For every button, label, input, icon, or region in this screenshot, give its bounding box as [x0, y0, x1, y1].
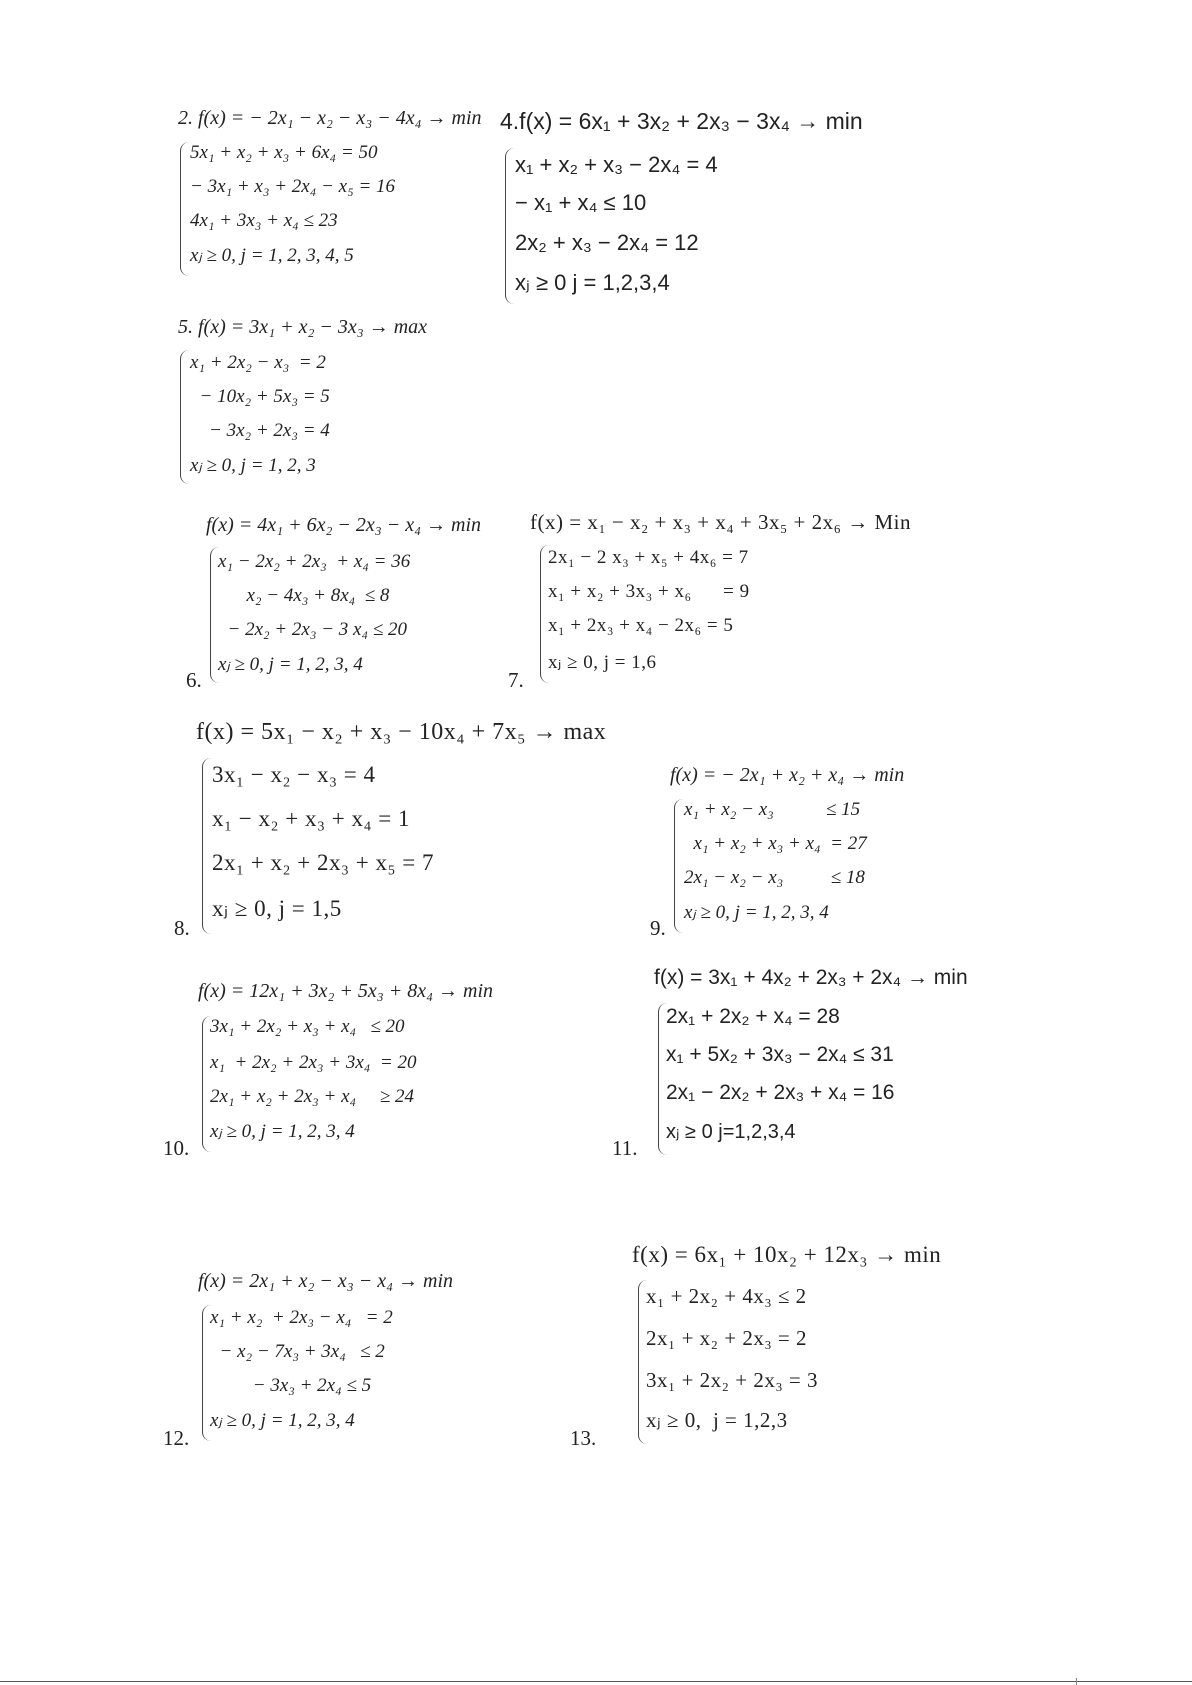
constraint-system: [180, 350, 440, 484]
constraint-row: x₁ + x₂ − x₃ ≤ 15: [684, 799, 861, 820]
constraint-row: 2x₁ − x₂ − x₃ ≤ 18: [684, 867, 865, 888]
problem-number: 10.: [163, 1136, 190, 1160]
constraint-row: − 10x₂ + 5x₃ = 5: [190, 386, 330, 407]
problem-objective: 2. f(x) = − 2x₁ − x₂ − x₃ − 4x₄ → min: [178, 107, 482, 129]
constraint-row: x₁ − x₂ + x₃ + x₄ = 1: [212, 806, 410, 831]
constraint-system: [180, 142, 480, 276]
constraint-system: [638, 1280, 958, 1444]
problem-objective: f(x) = 2x₁ + x₂ − x₃ − x₄ → min: [198, 1270, 454, 1292]
constraint-row: − 3x₁ + x₃ + 2x₄ − x₅ = 16: [190, 176, 396, 197]
constraint-row: x₁ + x₂ + x₃ − 2x₄ = 4: [515, 152, 718, 177]
problem-number: 8.: [174, 916, 190, 940]
constraint-row: − 3x₂ + 2x₃ = 4: [190, 420, 330, 441]
constraint-row: 2x₁ + 2x₂ + x₄ = 28: [666, 1005, 840, 1028]
constraint-row: x₁ + x₂ + 3x₃ + x₆ = 9: [548, 581, 750, 602]
constraint-row: xⱼ ≥ 0, j = 1,2,3: [646, 1408, 788, 1432]
constraint-row: x₁ + 2x₂ + 2x₃ + 3x₄ = 20: [210, 1052, 417, 1073]
constraint-row: xⱼ ≥ 0, j = 1, 2, 3, 4, 5: [190, 245, 354, 266]
constraint-system: [202, 758, 622, 934]
constraint-system: [674, 799, 974, 933]
constraint-row: xⱼ ≥ 0 j = 1,2,3,4: [515, 270, 670, 295]
constraint-row: 2x₁ − 2 x₃ + x₅ + 4x₆ = 7: [548, 547, 749, 568]
left-brace: [505, 148, 514, 304]
problem-number: 11.: [612, 1136, 638, 1160]
constraint-row: x₁ + 5x₂ + 3x₃ − 2x₄ ≤ 31: [666, 1043, 894, 1066]
constraint-row: 3x₁ + 2x₂ + 2x₃ = 3: [646, 1368, 818, 1392]
constraint-system: [658, 1003, 988, 1155]
constraint-row: − x₁ + x₄ ≤ 10: [515, 190, 647, 215]
constraint-row: 2x₁ + x₂ + 2x₃ + x₅ = 7: [212, 850, 434, 875]
constraint-system: [505, 148, 865, 304]
constraint-row: xⱼ ≥ 0, j = 1, 2, 3: [190, 455, 316, 476]
problem-objective: 4.f(x) = 6x₁ + 3x₂ + 2x₃ − 3x₄ → min: [500, 108, 863, 134]
problem-objective: f(x) = 12x₁ + 3x₂ + 5x₃ + 8x₄ → min: [198, 980, 494, 1002]
constraint-row: − 3x₃ + 2x₄ ≤ 5: [210, 1375, 372, 1396]
constraint-system: [210, 547, 510, 683]
problem-objective: 5. f(x) = 3x₁ + x₂ − 3x₃ → max: [178, 316, 428, 338]
constraint-row: 3x₁ − x₂ − x₃ = 4: [212, 762, 376, 787]
constraint-row: x₁ + 2x₂ − x₃ = 2: [190, 352, 326, 373]
constraint-row: xⱼ ≥ 0 j=1,2,3,4: [666, 1121, 796, 1143]
constraint-row: 2x₁ + x₂ + 2x₃ + x₄ ≥ 24: [210, 1086, 415, 1107]
constraint-row: x₁ − 2x₂ + 2x₃ + x₄ = 36: [218, 551, 411, 572]
problem-objective: f(x) = 6x₁ + 10x₂ + 12x₃ → min: [632, 1242, 942, 1267]
constraint-row: xⱼ ≥ 0, j = 1, 2, 3, 4: [210, 1121, 355, 1142]
page-bottom-tick: [1076, 1678, 1077, 1685]
constraint-row: 2x₁ − 2x₂ + 2x₃ + x₄ = 16: [666, 1081, 895, 1104]
constraint-row: x₂ − 4x₃ + 8x₄ ≤ 8: [218, 585, 390, 606]
problem-number: 9.: [650, 916, 666, 940]
constraint-row: x₁ + 2x₃ + x₄ − 2x₆ = 5: [548, 615, 734, 636]
problem-number: 13.: [570, 1426, 597, 1450]
constraint-system: [540, 545, 900, 683]
constraint-row: − x₂ − 7x₃ + 3x₄ ≤ 2: [210, 1341, 385, 1362]
page-bottom-rule: [0, 1681, 1192, 1682]
constraint-row: xⱼ ≥ 0, j = 1, 2, 3, 4: [684, 902, 829, 923]
constraint-row: 2x₂ + x₃ − 2x₄ = 12: [515, 230, 699, 255]
problem-number: 6.: [186, 668, 202, 692]
problem-objective: f(x) = 4x₁ + 6x₂ − 2x₃ − x₄ → min: [206, 514, 482, 536]
problem-number: 7.: [508, 668, 524, 692]
constraint-system: [202, 1305, 502, 1441]
constraint-row: x₁ + 2x₂ + 4x₃ ≤ 2: [646, 1284, 807, 1308]
constraint-row: 2x₁ + x₂ + 2x₃ = 2: [646, 1326, 807, 1350]
constraint-row: xⱼ ≥ 0, j = 1,6: [548, 652, 657, 673]
constraint-row: xⱼ ≥ 0, j = 1, 2, 3, 4: [210, 1410, 355, 1431]
constraint-row: x₁ + x₂ + x₃ + x₄ = 27: [684, 833, 867, 854]
problem-objective: f(x) = 5x₁ − x₂ + x₃ − 10x₄ + 7x₅ → max: [196, 719, 607, 745]
constraint-row: xⱼ ≥ 0, j = 1,5: [212, 896, 342, 921]
left-brace: [180, 350, 189, 484]
problem-objective: f(x) = − 2x₁ + x₂ + x₄ → min: [670, 764, 905, 786]
left-brace: [674, 799, 683, 933]
constraint-row: xⱼ ≥ 0, j = 1, 2, 3, 4: [218, 654, 363, 675]
constraint-system: [202, 1016, 502, 1152]
constraint-row: − 2x₂ + 2x₃ − 3 x₄ ≤ 20: [218, 619, 408, 640]
problem-objective: f(x) = x₁ − x₂ + x₃ + x₄ + 3x₅ + 2x₆ → Min: [530, 510, 911, 534]
constraint-row: x₁ + x₂ + 2x₃ − x₄ = 2: [210, 1307, 393, 1328]
problem-objective: f(x) = 3x₁ + 4x₂ + 2x₃ + 2x₄ → min: [654, 966, 968, 989]
left-brace: [202, 758, 211, 934]
constraint-row: 3x₁ + 2x₂ + x₃ + x₄ ≤ 20: [210, 1016, 405, 1037]
left-brace: [180, 142, 189, 276]
constraint-row: 5x₁ + x₂ + x₃ + 6x₄ = 50: [190, 142, 378, 163]
constraint-row: 4x₁ + 3x₃ + x₄ ≤ 23: [190, 210, 338, 231]
problem-number: 12.: [163, 1426, 190, 1450]
